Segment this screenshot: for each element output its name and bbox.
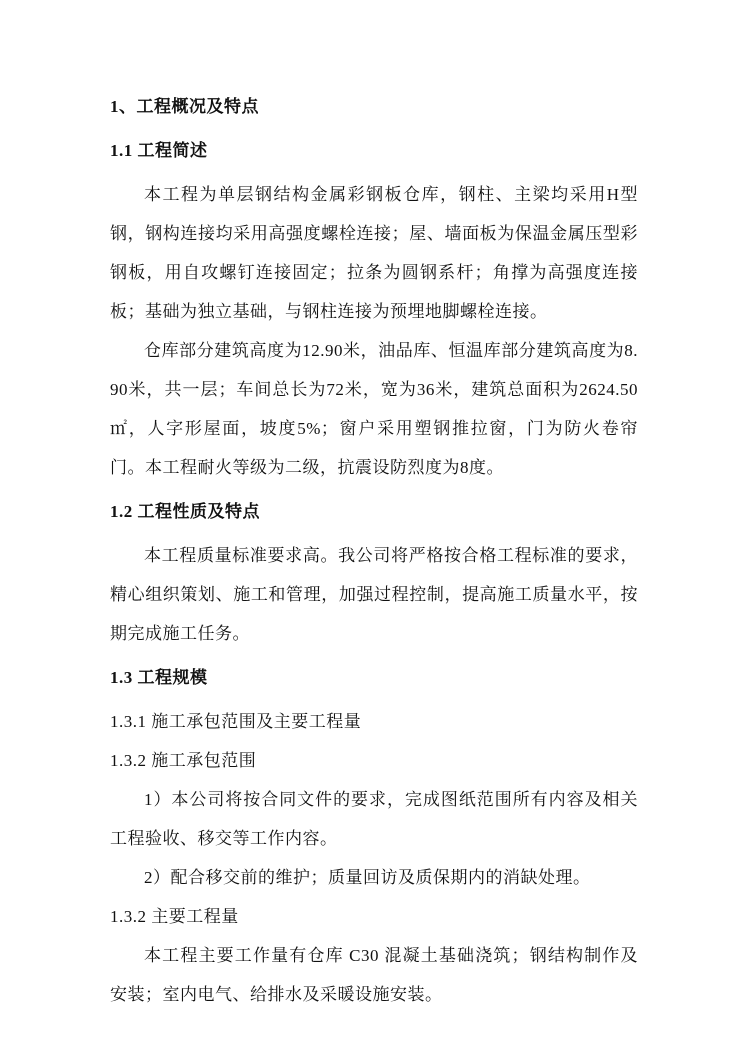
subsection-1-3-2-scope: 1.3.2 施工承包范围 bbox=[110, 751, 257, 770]
section-heading-1-1: 1.1 工程简述 bbox=[110, 141, 208, 160]
subsection-1-3-1: 1.3.1 施工承包范围及主要工程量 bbox=[110, 712, 362, 731]
paragraph-quality-desc: 本工程质量标准要求高。我公司将严格按合格工程标准的要求，精心组织策划、施工和管理，加强过程控制，提高施工质量水平，按期完成施工任务。 bbox=[110, 546, 638, 643]
chapter-heading: 1、工程概况及特点 bbox=[110, 97, 259, 116]
section-heading-1-3: 1.3 工程规模 bbox=[110, 668, 208, 687]
paragraph-structure-desc: 本工程为单层钢结构金属彩钢板仓库，钢柱、主梁均采用H型钢，钢构连接均采用高强度螺栓连接；屋、墙面板为保温金属压型彩钢板，用自攻螺钉连接固定；拉条为圆钢系杆；角撑为高强度连接板；基础为独立基础，与钢柱连接为预埋地脚螺栓连接。 bbox=[110, 185, 638, 321]
section-heading-1-2: 1.2 工程性质及特点 bbox=[110, 502, 260, 521]
list-item-1: 1）本公司将按合同文件的要求，完成图纸范围所有内容及相关工程验收、移交等工作内容。 bbox=[110, 790, 638, 848]
paragraph-main-work-desc: 本工程主要工作量有仓库 C30 混凝土基础浇筑；钢结构制作及安装；室内电气、给排水及采暖设施安装。 bbox=[110, 946, 638, 1004]
list-item-2: 2）配合移交前的维护；质量回访及质保期内的消缺处理。 bbox=[144, 868, 591, 887]
subsection-1-3-2-quantity: 1.3.2 主要工程量 bbox=[110, 907, 239, 926]
paragraph-dimensions-desc: 仓库部分建筑高度为12.90米，油品库、恒温库部分建筑高度为8.90米，共一层；车间总长为72米，宽为36米，建筑总面积为2624.50㎡，人字形屋面，坡度5%；窗户采用塑钢推拉窗，门为防火卷帘门。本工程耐火等级为二级，抗震设防烈度为8度。 bbox=[110, 341, 638, 477]
